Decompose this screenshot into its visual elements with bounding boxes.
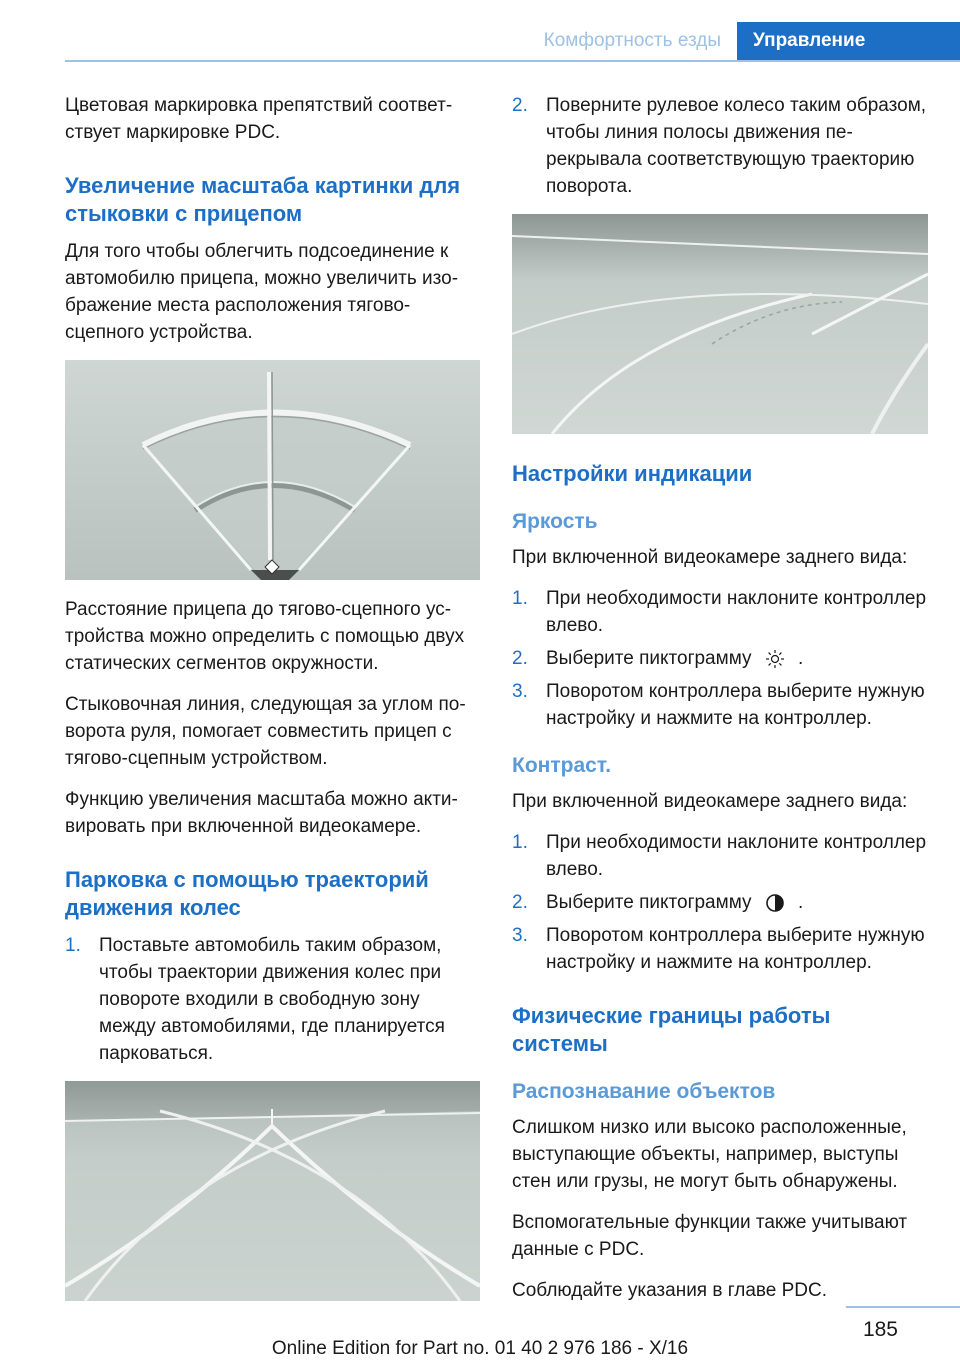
display-settings-heading: Настройки индикации [512, 461, 753, 486]
step-text-post: . [798, 892, 804, 913]
step-number: 1. [65, 935, 81, 956]
page-number: 185 [862, 1318, 898, 1341]
object-detection-heading: Распознавание объектов [512, 1080, 776, 1103]
parking-heading: Парковка с помощью траекторий движения колес [65, 867, 429, 920]
section-tab[interactable]: Комфортность езды [543, 30, 721, 51]
steering-overlap-image [512, 214, 928, 434]
step-text: При необходимости наклоните контроллер влево. [546, 588, 927, 636]
coupling-line-paragraph: Стыковочная линия, следующая за углом поворота руля, помогает совместить прицеп с тягово-сцепным устройством. [65, 694, 466, 769]
step-text: Поворотом контроллера выберите нужную настройку и нажмите на контроллер. [546, 925, 925, 973]
list-item [512, 889, 928, 916]
list-item [512, 585, 928, 639]
step-number: 1. [512, 588, 528, 609]
contrast-heading: Контраст. [512, 754, 612, 777]
list-item [512, 829, 928, 883]
contrast-intro: При включенной видеокамере заднего вида: [512, 791, 908, 812]
zoom-heading: Увеличение масштаба картинки для стыковки с прицепом [65, 173, 461, 226]
step-text: Поворотом контроллера выберите нужную настройку и нажмите на контроллер. [546, 681, 925, 729]
step-text: При необходимости наклоните контроллер влево. [546, 832, 927, 880]
list-item [512, 92, 928, 200]
step-text [546, 889, 928, 916]
list-item [512, 922, 928, 976]
chapter-tab[interactable]: Управление [737, 22, 960, 60]
step-number: 2. [512, 648, 528, 669]
step-number: 2. [512, 95, 528, 116]
brightness-steps [512, 585, 928, 732]
step-text: Поверните рулевое колесо таким образом, чтобы линия полосы движения перекрывала соответствующую траекторию поворота. [546, 95, 927, 197]
brightness-intro: При включенной видеокамере заднего вида: [512, 547, 908, 568]
step-text-post: . [798, 648, 804, 669]
trailer-coupling-zoom-image [65, 360, 480, 580]
list-item [512, 678, 928, 732]
step-number: 1. [512, 832, 528, 853]
sun-icon [765, 649, 785, 669]
assist-paragraph: Вспомогательные функции также учитывают данные с PDC. [512, 1212, 908, 1260]
pdc-reference-paragraph: Соблюдайте указания в главе PDC. [512, 1280, 828, 1301]
edition-footer: Online Edition for Part no. 01 40 2 976 186 - X/16 [271, 1338, 689, 1359]
system-limits-heading: Физические границы работы системы [512, 1003, 831, 1056]
step-text [546, 645, 928, 672]
contrast-icon [765, 893, 785, 913]
brightness-heading: Яркость [512, 510, 598, 533]
steer-steps [512, 92, 928, 200]
header-divider [65, 60, 960, 62]
parking-steps [65, 932, 480, 1067]
distance-paragraph: Расстояние прицепа до тягово-сцепного устройства можно определить с помощью двух статических сегментов окружности. [65, 599, 465, 674]
intro-paragraph: Цветовая маркировка препятствий соответствует маркировке PDC. [65, 95, 453, 143]
step-number: 2. [512, 892, 528, 913]
detection-paragraph: Слишком низко или высоко расположенные, выступающие объекты, например, выступы стен или грузы, не могут быть обнаружены. [512, 1117, 907, 1192]
list-item [65, 932, 480, 1067]
step-text-pre: Выберите пиктограмму [546, 892, 752, 913]
parking-trajectory-image [65, 1081, 480, 1301]
right-column [512, 92, 928, 1318]
activate-paragraph: Функцию увеличения масштаба можно активировать при включенной видеокамере. [65, 789, 458, 837]
step-text: Поставьте автомобиль таким образом, чтобы траектории движения колес при повороте входили в свободную зону между автомобилями, где планируется парковаться. [99, 935, 445, 1064]
contrast-steps [512, 829, 928, 976]
step-number: 3. [512, 925, 528, 946]
list-item [512, 645, 928, 672]
zoom-paragraph: Для того чтобы облегчить подсоединение к автомобилю прицепа, можно увеличить изображение места расположения тягово-сцепного устройства. [65, 241, 459, 343]
step-text-pre: Выберите пиктограмму [546, 648, 752, 669]
left-column [65, 92, 480, 1317]
footer-divider [846, 1306, 960, 1308]
step-number: 3. [512, 681, 528, 702]
